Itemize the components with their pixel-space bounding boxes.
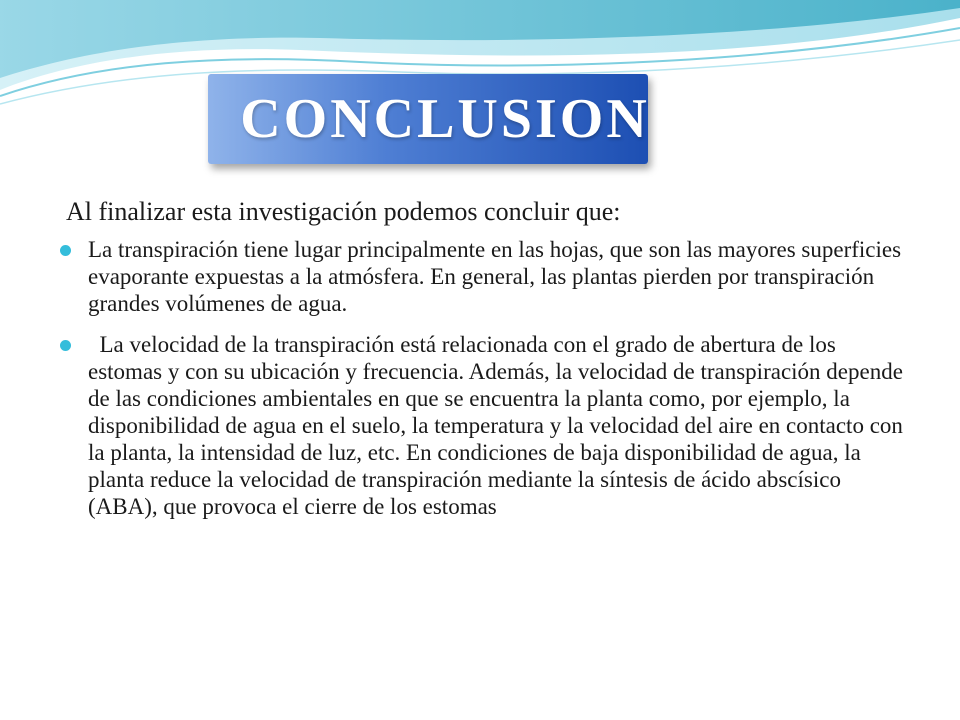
slide-title: CONCLUSION	[240, 88, 650, 150]
bullet-item	[60, 236, 910, 317]
bullet-item	[60, 331, 910, 520]
bullet-dot-icon	[60, 340, 71, 351]
slide-content	[60, 196, 910, 534]
bullet-dot-icon	[60, 245, 71, 256]
bullet-text: La velocidad de la transpiración está relacionada con el grado de abertura de los estomas y con su ubicación y frecuencia. Además, la velocidad de transpiración depende de las condiciones ambientales en que se encuentra la planta como, por ejemplo, la disponibilidad de agua en el suelo, la temperatura y la velocidad del aire en contacto con la planta, la intensidad de luz, etc. En condiciones de baja disponibilidad de agua, la planta reduce la velocidad de transpiración mediante la síntesis de ácido abscísico (ABA), que provoca el cierre de los estomas	[88, 332, 909, 519]
bullet-text: La transpiración tiene lugar principalmente en las hojas, que son las mayores superficies evaporante expuestas a la atmósfera. En general, las plantas pierden por transpiración grandes volúmenes de agua.	[88, 237, 902, 316]
title-banner	[208, 74, 648, 164]
bullet-list	[60, 236, 910, 520]
intro-text: Al finalizar esta investigación podemos concluir que:	[66, 197, 621, 226]
